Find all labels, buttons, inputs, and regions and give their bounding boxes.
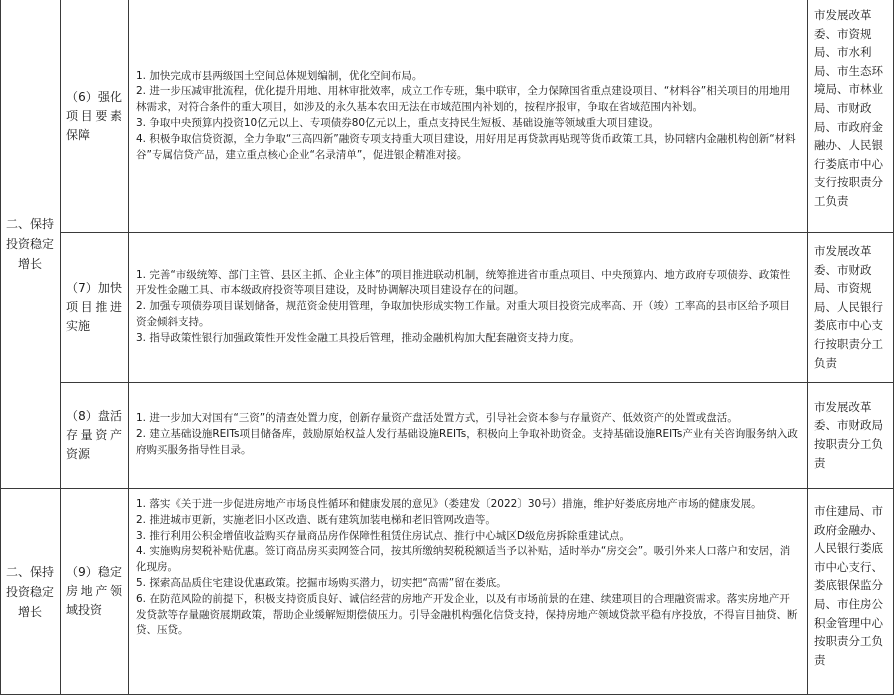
table-border — [128, 0, 129, 695]
measure-item: 2. 推进城市更新，实施老旧小区改造、既有建筑加装电梯和老旧管网改造等。 — [136, 513, 496, 526]
measures-cell — [128, 232, 808, 382]
category-text: 二、保持投资稳定增长 — [5, 217, 54, 271]
measures-cell — [128, 0, 808, 232]
subcategory-text: （8）盘活存量资产资源 — [66, 408, 122, 461]
responsible-cell — [808, 488, 894, 695]
measure-item: 1. 加快完成市县两级国土空间总体规划编制，优化空间布局。 — [136, 69, 423, 82]
measure-list — [136, 268, 800, 347]
subcategory-cell — [60, 488, 128, 695]
measure-list — [136, 411, 800, 458]
measure-item: 2. 加强专项债券项目谋划储备，规范资金使用管理，争取加快形成实物工作量。对重大项目投资完成率高、开（竣）工率高的县市区给予项目资金倾斜支持。 — [136, 300, 790, 328]
measure-list — [136, 497, 800, 639]
measure-item: 2. 进一步压减审批流程，优化提升用地、用林审批效率，成立工作专班，集中联审，全力保障国省重点建设项目、“材料谷”相关项目的用地用林需求，对符合条件的重大项目，如涉及的永久基本农田无法在市域范围内补划的，按程序报审，争取在省域范围内补划。 — [136, 85, 791, 114]
table-border — [60, 382, 894, 383]
table-border — [60, 232, 894, 233]
subcategory-text: （7）加快项目推进实施 — [66, 280, 122, 333]
measure-list — [136, 69, 800, 164]
category-cell — [0, 0, 60, 488]
table-border — [807, 0, 808, 695]
responsible-text: 市住建局、市政府金融办、人民银行娄底市中心支行、娄底银保监分局、市住房公积金管理中心按职责分工负责 — [814, 504, 883, 667]
measure-item: 1. 完善“市级统筹、部门主管、县区主抓、企业主体”的项目推进联动机制，统筹推进省市重点项目、中央预算内、地方政府专项债券、政策性开发性金融工具、市本级政府投资等项目建设，及时协调解决项目建设存在的问题。 — [136, 268, 791, 297]
category-text: 二、保持投资稳定增长 — [5, 564, 54, 619]
responsible-text: 市发展改革委、市财政局按职责分工负责 — [814, 399, 883, 470]
responsible-text: 市发展改革委、市财政局、市资规局、人民银行娄底市中心支行按职责分工负责 — [814, 244, 883, 370]
table-border — [0, 0, 1, 695]
subcategory-text: （9）稳定房地产领域投资 — [66, 565, 122, 617]
responsible-cell — [808, 232, 894, 382]
measure-item: 1. 落实《关于进一步促进房地产市场良性循环和健康发展的意见》（娄建发〔2022〕30号）措施，维护好娄底房地产市场的健康发展。 — [136, 498, 762, 510]
category-cell — [0, 488, 60, 695]
measure-item: 4. 积极争取信贷资源，全力争取“三高四新”融资专项支持重大项目建设，用好用足再贷款再贴现等货币政策工具，协同辖内金融机构创新“材料谷”专属信贷产品，建立重点核心企业“名录清单”，促进银企精准对接。 — [136, 132, 796, 161]
measure-item: 3. 指导政策性银行加强政策性开发性金融工具投后管理，推动金融机构加大配套融资支持力度。 — [136, 331, 580, 344]
table-border — [0, 488, 894, 489]
responsible-text: 市发展改革委、市资规局、市水利局、市生态环境局、市林业局、市财政局、市政府金融办、人民银行娄底市中心支行按职责分工负责 — [814, 8, 883, 208]
table-border — [60, 0, 61, 695]
measure-item: 1. 进一步加大对国有“三资”的清查处置力度，创新存量资产盘活处置方式，引导社会资本参与存量资产、低效资产的处置或盘活。 — [136, 412, 738, 425]
measures-cell — [128, 488, 808, 695]
subcategory-cell — [60, 382, 128, 488]
measure-item: 6. 在防范风险的前提下，积极支持资质良好、诚信经营的房地产开发企业，以及有市场前景的在建、续建项目的合理融资需求。落实房地产开发贷款等存量融资展期政策，帮助企业缓解短期偿债压力。引导金融机构强化信贷支持，保持房地产领域贷款平稳有序投放，不得盲目抽贷、断贷、压贷。 — [136, 592, 798, 637]
measure-item: 4. 实施购房契税补贴优惠。签订商品房买卖网签合同，按其所缴纳契税税额适当予以补贴，适时举办“房交会”。吸引外来人口落户和安居，消化现房。 — [136, 545, 791, 574]
subcategory-cell — [60, 0, 128, 232]
measure-item: 2. 建立基础设施REITs项目储备库，鼓励原始权益人发行基础设施REITs，积极向上争取补助资金。支持基础设施REITs产业有关咨询服务纳入政府购买服务指导性目录。 — [136, 428, 798, 456]
measure-item: 5. 探索高品质住宅建设优惠政策。挖掘市场购买潜力，切实把“高需”留在娄底。 — [136, 576, 507, 589]
measure-item: 3. 推行利用公积金增值收益购买存量商品房作保障性租赁住房试点、推行中心城区D级危房拆除重建试点。 — [136, 529, 630, 542]
responsible-cell — [808, 0, 894, 232]
responsible-cell — [808, 382, 894, 488]
subcategory-text: （6）强化项目要素保障 — [66, 89, 122, 142]
measures-cell — [128, 382, 808, 488]
measure-item: 3. 争取中央预算内投资10亿元以上、专项债券80亿元以上，重点支持民生短板、基础设施等领域重大项目建设。 — [136, 117, 660, 129]
subcategory-cell — [60, 232, 128, 382]
